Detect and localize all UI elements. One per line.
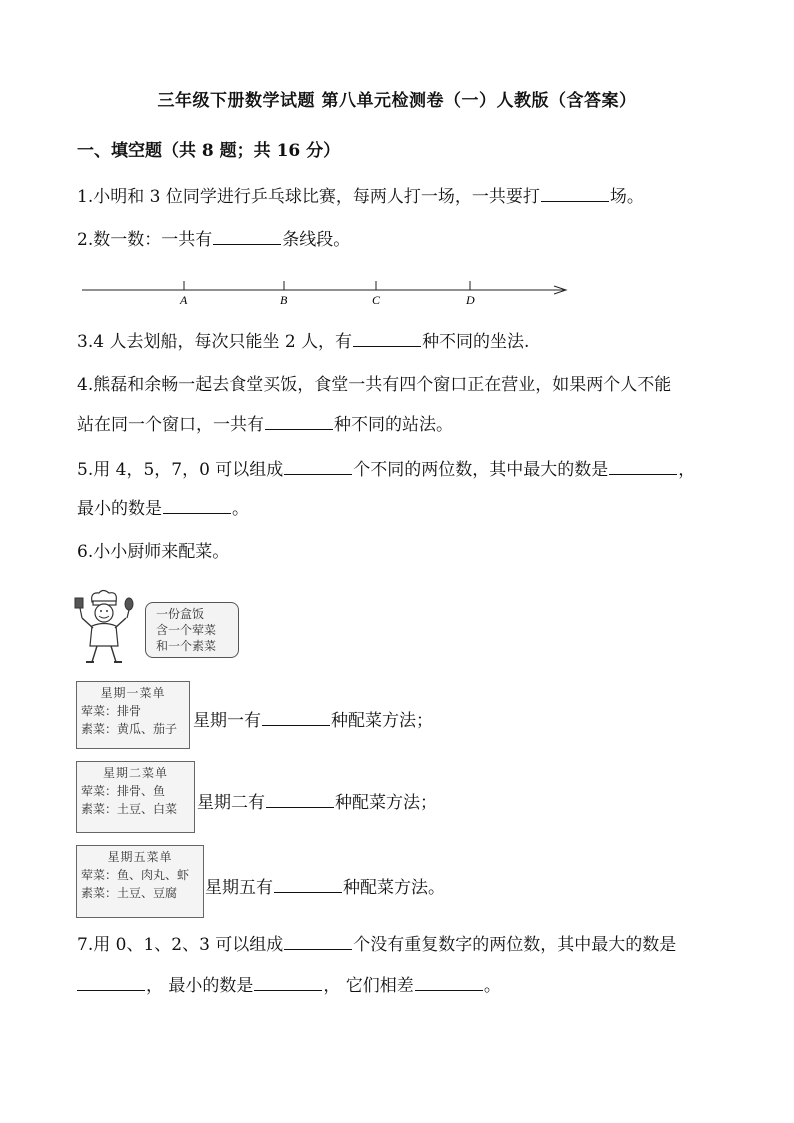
menu-question-monday <box>193 706 433 731</box>
menu-question-friday <box>205 873 445 898</box>
question-6-intro: 6.小小厨师来配菜。 <box>77 542 230 562</box>
bubble-line-1: 一份盒饭 <box>156 607 205 621</box>
question-5-mid: 个不同的两位数，其中最大的数是 <box>353 460 609 480</box>
answer-blank[interactable] <box>262 711 330 726</box>
question-5-comma: ， <box>678 460 696 480</box>
menu-question-text: 星期一有 <box>193 711 261 731</box>
menu-card-friday <box>76 845 204 918</box>
question-4-text: 站在同一个窗口，一共有 <box>77 415 264 435</box>
menu-question-suffix: 种配菜方法； <box>331 711 433 731</box>
speech-bubble <box>145 602 239 658</box>
menu-meat: 荤菜：鱼、肉丸、虾 <box>81 868 190 882</box>
menu-question-text: 星期五有 <box>205 878 273 898</box>
answer-blank[interactable] <box>284 935 352 950</box>
answer-blank[interactable] <box>415 976 483 991</box>
bubble-line-3: 和一个素菜 <box>156 639 217 653</box>
section-heading: 一、填空题（共 8 题；共 16 分） <box>77 141 341 161</box>
question-7-line2-a: ， 最小的数是 <box>146 976 254 996</box>
question-2-text: 2.数一数：一共有 <box>77 230 213 250</box>
menu-question-text: 星期二有 <box>197 793 265 813</box>
question-5-text: 5.用 4，5，7，0 可以组成 <box>77 460 284 480</box>
answer-blank[interactable] <box>213 230 281 245</box>
menu-veg: 素菜：黄瓜、茄子 <box>81 722 178 736</box>
question-3-suffix: 种不同的坐法. <box>422 332 530 352</box>
question-7-mid: 个没有重复数字的两位数，其中最大的数是 <box>353 935 677 955</box>
question-1-suffix: 场。 <box>609 187 644 207</box>
answer-blank[interactable] <box>284 460 352 475</box>
menu-question-tuesday <box>197 788 437 813</box>
question-2-suffix: 条线段。 <box>282 230 351 250</box>
question-1 <box>77 186 644 208</box>
page-title: 三年级下册数学试题 第八单元检测卷（一）人教版（含答案） <box>157 91 637 111</box>
chef-illustration <box>72 588 138 666</box>
question-1-text: 1.小明和 3 位同学进行乒乓球比赛，每两人打一场，一共要打 <box>77 187 540 207</box>
question-5-line2-text: 最小的数是 <box>77 499 162 519</box>
answer-blank[interactable] <box>266 793 334 808</box>
point-label-a: A <box>180 293 188 307</box>
question-7-text: 7.用 0、1、2、3 可以组成 <box>77 935 284 955</box>
menu-title: 星期二菜单 <box>102 766 168 780</box>
point-label-b: B <box>280 293 288 307</box>
answer-blank[interactable] <box>265 415 333 430</box>
menu-title: 星期五菜单 <box>107 850 173 864</box>
menu-question-suffix: 种配菜方法。 <box>343 878 445 898</box>
answer-blank[interactable] <box>77 976 145 991</box>
question-7-line2-b: ， 它们相差 <box>323 976 414 996</box>
menu-veg: 素菜：土豆、白菜 <box>81 802 178 816</box>
question-4-line-2 <box>77 414 453 436</box>
answer-blank[interactable] <box>541 187 609 202</box>
line-segment-figure <box>76 272 576 308</box>
answer-blank[interactable] <box>353 332 421 347</box>
question-3 <box>77 331 529 353</box>
menu-title: 星期一菜单 <box>100 686 166 700</box>
menu-meat: 荤菜：排骨 <box>81 704 142 718</box>
bubble-line-2: 含一个荤菜 <box>156 623 217 637</box>
menu-veg: 素菜：土豆、豆腐 <box>81 886 178 900</box>
question-4-line-1: 4.熊磊和余畅一起去食堂买饭，食堂一共有四个窗口正在营业，如果两个人不能 <box>77 375 672 395</box>
menu-meat: 荤菜：排骨、鱼 <box>81 784 166 798</box>
question-7-line-1 <box>77 934 676 956</box>
question-7-line-2 <box>77 975 501 997</box>
question-2 <box>77 229 350 251</box>
question-5-line2-end: 。 <box>232 499 249 519</box>
question-5-line-1 <box>77 459 695 481</box>
answer-blank[interactable] <box>254 976 322 991</box>
menu-question-suffix: 种配菜方法； <box>335 793 437 813</box>
question-3-text: 3.4 人去划船，每次只能坐 2 人，有 <box>77 332 353 352</box>
answer-blank[interactable] <box>163 499 231 514</box>
answer-blank[interactable] <box>609 460 677 475</box>
question-5-line-2 <box>77 498 249 520</box>
question-4-suffix: 种不同的站法。 <box>334 415 453 435</box>
menu-card-tuesday <box>76 761 195 833</box>
answer-blank[interactable] <box>274 878 342 893</box>
question-7-line2-end: 。 <box>483 976 501 996</box>
menu-card-monday <box>76 681 190 749</box>
point-label-d: D <box>466 293 475 307</box>
point-label-c: C <box>372 293 381 307</box>
